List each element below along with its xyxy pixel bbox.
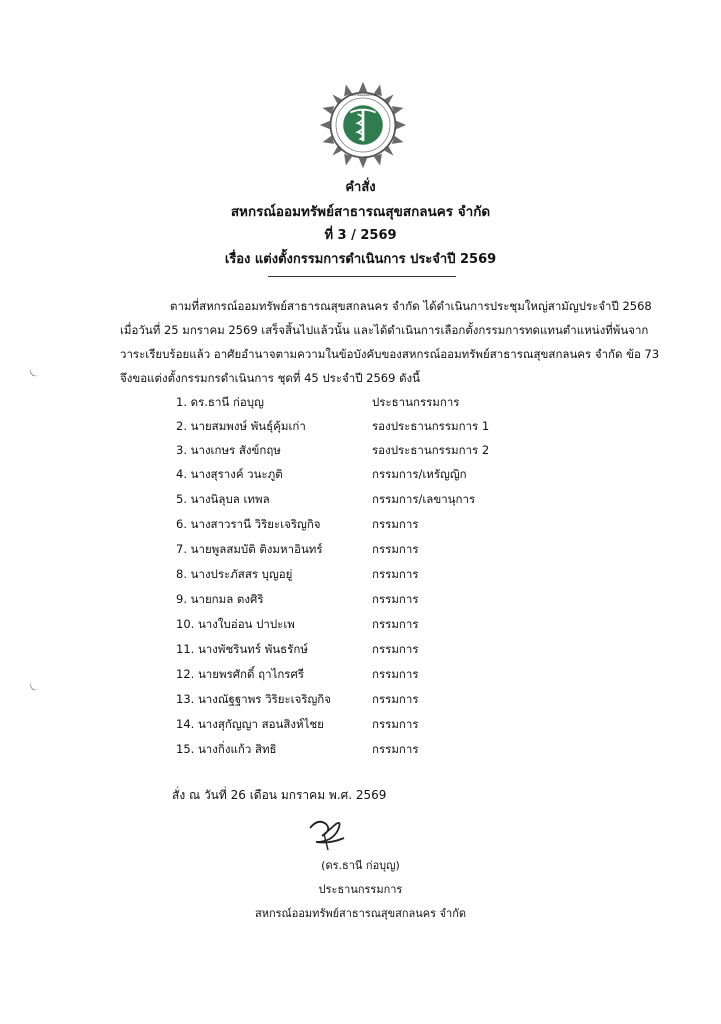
member-name: 13. นางณัฐฐาพร วิริยะเจริญกิจ <box>176 692 332 706</box>
svg-text:สหกรณ์ออมทรัพย์: สหกรณ์ออมทรัพย์ <box>349 93 377 98</box>
member-name: 12. นายพรศักดิ์ ฤาไกรศรี <box>176 667 304 681</box>
member-role: กรรมการ <box>372 667 419 681</box>
heading-divider <box>268 276 456 277</box>
member-name: 11. นางพัชรินทร์ พันธรักษ์ <box>176 642 308 656</box>
member-row <box>176 741 536 759</box>
member-row <box>176 418 536 436</box>
member-role: กรรมการ/เหรัญญิก <box>372 467 467 481</box>
order-subject: เรื่อง แต่งตั้งกรรมการดำเนินการ ประจำปี 2569 <box>224 252 497 267</box>
member-role: ประธานกรรมการ <box>372 395 460 409</box>
member-role: กรรมการ <box>372 617 419 631</box>
member-name: 5. นางนิลุบล เทพล <box>176 492 270 506</box>
member-row <box>176 666 536 684</box>
order-date: สั่ง ณ วันที่ 26 เดือน มกราคม พ.ศ. 2569 <box>172 788 387 802</box>
member-name: 4. นางสุรางค์ วนะภูติ <box>176 467 283 481</box>
member-row <box>176 591 536 609</box>
member-row <box>176 566 536 584</box>
member-row <box>176 516 536 534</box>
member-name: 3. นางเกษร สังข์กฤษ <box>176 443 281 457</box>
member-name: 6. นางสาวรานี วิริยะเจริญกิจ <box>176 517 321 531</box>
member-name: 14. นางสุกัญญา สอนสิงห์ไชย <box>176 717 324 731</box>
cooperative-seal-icon <box>318 80 408 170</box>
member-row <box>176 466 536 484</box>
punch-hole-mark <box>28 364 43 379</box>
punch-hole-mark <box>28 678 43 693</box>
member-role: กรรมการ <box>372 542 419 556</box>
signatory-title: ประธานกรรมการ <box>318 883 403 896</box>
signatory-name: (ดร.ธานี ก่อบุญ) <box>321 859 400 872</box>
body-paragraph-line-4: จึงขอแต่งตั้งกรรมกรดำเนินการ ชุดที่ 45 ประจำปี 2569 ดังนี้ <box>120 371 421 385</box>
order-number: ที่ 3 / 2569 <box>324 228 397 243</box>
member-row <box>176 691 536 709</box>
member-name: 7. นายพูลสมบัติ ติงมหาอินทร์ <box>176 542 323 556</box>
member-row <box>176 541 536 559</box>
member-role: รองประธานกรรมการ 1 <box>372 419 490 433</box>
member-row <box>176 616 536 634</box>
member-row <box>176 394 536 412</box>
body-paragraph-line-2: เมื่อวันที่ 25 มกราคม 2569 เสร็จสิ้นไปแล้วนั้น และได้ดำเนินการเลือกตั้งกรรมการทดแทนตำแหน่งที่พ้นจาก <box>120 323 649 337</box>
body-paragraph-line-1: ตามที่สหกรณ์ออมทรัพย์สาธารณสุขสกลนคร จำกัด ได้ดำเนินการประชุมใหญ่สามัญประจำปี 2568 <box>170 299 652 313</box>
member-role: กรรมการ <box>372 717 419 731</box>
signatory-organization: สหกรณ์ออมทรัพย์สาธารณสุขสกลนคร จำกัด <box>254 907 466 920</box>
member-role: กรรมการ <box>372 742 419 756</box>
member-role: กรรมการ <box>372 592 419 606</box>
member-role: กรรมการ/เลขานุการ <box>372 492 476 506</box>
member-name: 2. นายสมพงษ์ พันธุ์คุ้มเก่า <box>176 419 306 433</box>
member-row <box>176 641 536 659</box>
body-paragraph-line-3: วาระเรียบร้อยแล้ว อาศัยอำนาจตามความในข้อบังคับของสหกรณ์ออมทรัพย์สาธารณสุขสกลนคร จำกัด ข้อ 73 <box>120 347 660 361</box>
member-role: รองประธานกรรมการ 2 <box>372 443 490 457</box>
document-heading: คำสั่ง <box>345 180 376 195</box>
member-name: 1. ดร.ธานี ก่อบุญ <box>176 395 264 409</box>
member-name: 10. นางใบอ่อน ปาปะเพ <box>176 617 295 631</box>
member-name: 9. นายกมล ตงศิริ <box>176 592 264 606</box>
member-row <box>176 716 536 734</box>
organization-name: สหกรณ์ออมทรัพย์สาธารณสุขสกลนคร จำกัด <box>230 204 491 220</box>
member-role: กรรมการ <box>372 517 419 531</box>
member-row <box>176 442 536 460</box>
member-row <box>176 491 536 509</box>
signature-icon <box>302 812 352 854</box>
member-role: กรรมการ <box>372 692 419 706</box>
member-name: 8. นางประภัสสร บุญอยู่ <box>176 567 293 581</box>
member-role: กรรมการ <box>372 567 419 581</box>
member-role: กรรมการ <box>372 642 419 656</box>
member-name: 15. นางกิ่งแก้ว สิทธิ <box>176 742 277 756</box>
